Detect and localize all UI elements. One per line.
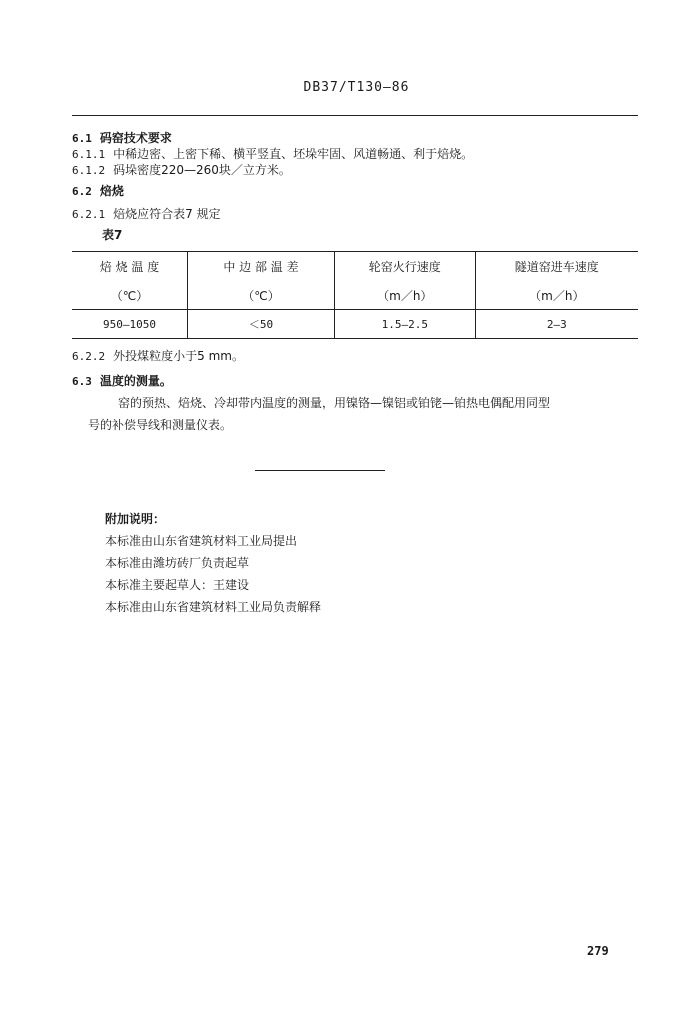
appendix-line: 本标准由山东省建筑材料工业局提出 <box>105 534 298 548</box>
section-text: 码垛密度220—260块／立方米。 <box>113 163 291 177</box>
section-6-3-body <box>72 392 638 436</box>
section-title: 温度的测量。 <box>99 374 172 388</box>
cell-ring-kiln-fire-speed: 1.5—2.5 <box>334 310 475 339</box>
unit-temperature-difference: （℃） <box>188 281 335 310</box>
standard-code-header: DB37/T130—86 <box>303 80 410 95</box>
table-row <box>72 310 638 339</box>
section-title: 码窑技术要求 <box>99 131 172 145</box>
body-line: 窑的预热、焙烧、冷却带内温度的测量，用镍铬—镍铝或铂铑—铂热电偶配用同型 <box>118 396 551 410</box>
unit-firing-temperature: （℃） <box>72 281 188 310</box>
section-text: 外投煤粒度小于5 mm。 <box>113 349 244 363</box>
section-number: 6.2.1 <box>72 208 106 221</box>
section-title: 焙烧 <box>99 184 124 198</box>
body-line: 号的补偿导线和测量仪表。 <box>88 418 233 432</box>
table-label: 表7 <box>102 228 123 242</box>
header-rule <box>72 115 638 116</box>
appendix-line: 本标准由山东省建筑材料工业局负责解释 <box>105 600 322 614</box>
firing-table <box>72 251 638 339</box>
page-number: 279 <box>587 944 609 958</box>
header-tunnel-kiln-car-speed: 隧道窑进车速度 <box>514 260 599 274</box>
section-text: 中稀边密、上密下稀、横平竖直、坯垛牢固、风道畅通、利于焙烧。 <box>113 147 474 161</box>
header-ring-kiln-fire-speed: 轮窑火行速度 <box>334 252 475 282</box>
section-number: 6.2 <box>72 185 92 198</box>
section-number: 6.1 <box>72 132 92 145</box>
cell-temperature-difference: ＜50 <box>188 310 335 339</box>
section-number: 6.1.1 <box>72 148 106 161</box>
appendix-title: 附加说明： <box>105 512 166 526</box>
section-6-3 <box>72 373 172 390</box>
section-text: 焙烧应符合表7 规定 <box>113 207 221 221</box>
header-firing-temperature: 焙 烧 温 度 <box>72 252 188 282</box>
appendix-line: 本标准主要起草人：王建设 <box>105 578 250 592</box>
appendix-line: 本标准由潍坊砖厂负责起草 <box>105 556 250 570</box>
section-6-2-2 <box>72 348 244 365</box>
appendix-notes <box>105 508 321 618</box>
section-6-1 <box>72 130 172 147</box>
unit-ring-kiln-fire-speed: （m／h） <box>334 281 475 310</box>
section-number: 6.3 <box>72 375 92 388</box>
header-temperature-difference: 中 边 部 温 差 <box>188 252 335 282</box>
cell-tunnel-kiln-car-speed: 2—3 <box>475 310 638 339</box>
section-number: 6.1.2 <box>72 164 106 177</box>
section-6-1-1 <box>72 146 473 163</box>
section-6-2-1 <box>72 206 221 223</box>
section-6-2 <box>72 183 124 200</box>
section-6-1-2 <box>72 162 291 179</box>
section-end-rule <box>255 470 385 471</box>
cell-firing-temperature: 950—1050 <box>72 310 188 339</box>
unit-tunnel-kiln-car-speed: （m／h） <box>475 281 638 310</box>
section-number: 6.2.2 <box>72 350 106 363</box>
